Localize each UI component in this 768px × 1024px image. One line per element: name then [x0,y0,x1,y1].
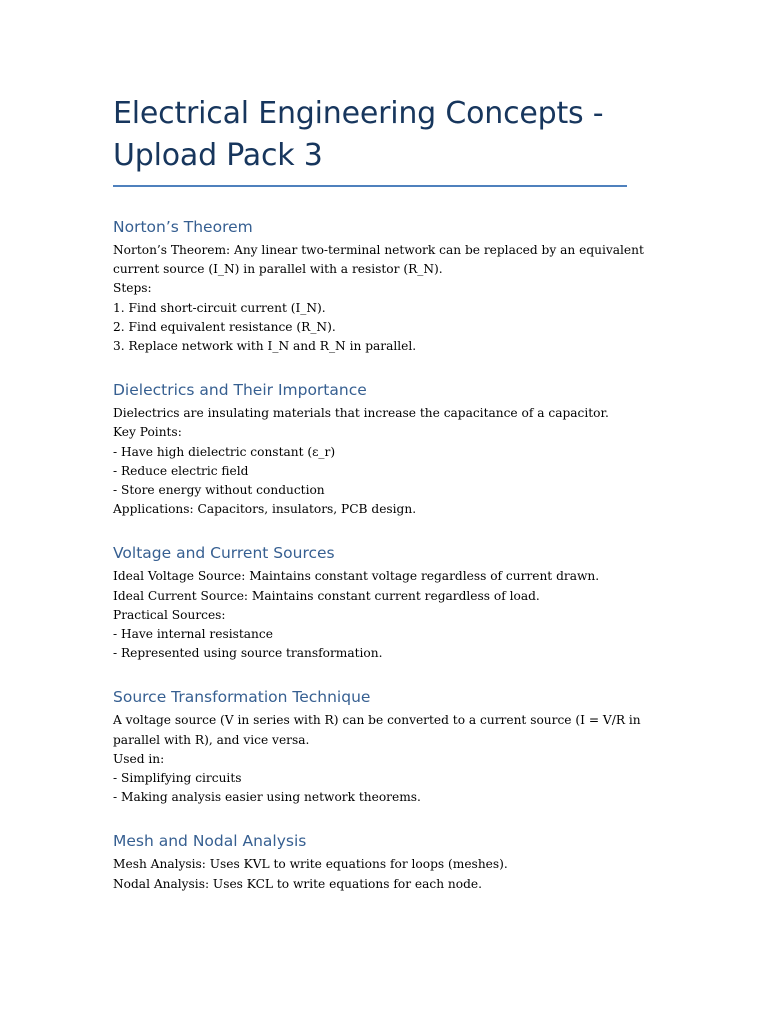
body-line: - Have internal resistance [113,627,273,642]
body-line: 1. Find short-circuit current (I_N). [113,300,326,315]
body-line: Norton’s Theorem: Any linear two-terminal network can be replaced by an equivalent [113,243,644,257]
body-line: Mesh Analysis: Uses KVL to write equations for loops (meshes). [113,857,508,872]
title-underline [113,185,627,187]
body-line: Dielectrics are insulating materials that increase the capacitance of a capacitor. [113,406,609,421]
body-line: - Store energy without conduction [113,483,325,498]
section-heading: Source Transformation Technique [113,688,371,707]
section-1 [113,217,644,356]
section-heading: Voltage and Current Sources [113,544,335,563]
document-title [113,93,628,177]
body-line: - Making analysis easier using network theorems. [113,790,421,805]
section-heading: Dielectrics and Their Importance [113,381,367,400]
body-line: 3. Replace network with I_N and R_N in parallel. [113,339,417,354]
body-line: - Have high dielectric constant (ε_r) [113,444,336,459]
body-line: Ideal Current Source: Maintains constant current regardless of load. [113,588,540,603]
document-title-line-1: Electrical Engineering Concepts - [113,96,604,131]
body-line: Key Points: [113,425,182,440]
body-line: parallel with R), and vice versa. [113,732,310,747]
body-line: A voltage source (V in series with R) can be converted to a current source (I = V/R in [113,713,641,728]
section-body [113,241,644,356]
section-5 [113,831,628,893]
body-line: - Reduce electric field [113,463,249,478]
section-body [113,711,641,807]
document-title-line-2: Upload Pack 3 [113,138,323,173]
body-line: - Represented using source transformation. [113,646,383,661]
section-body [113,567,628,663]
body-line: Ideal Voltage Source: Maintains constant voltage regardless of current drawn. [113,569,600,584]
body-line: Steps: [113,281,152,296]
section-heading: Mesh and Nodal Analysis [113,832,307,851]
section-heading: Norton’s Theorem [113,218,253,236]
section-body [113,404,628,519]
body-line: current source (I_N) in parallel with a resistor (R_N). [113,262,443,277]
document-page [113,93,644,894]
section-2 [113,380,628,519]
body-line: Nodal Analysis: Uses KCL to write equations for each node. [113,876,483,891]
body-line: 2. Find equivalent resistance (R_N). [113,319,336,334]
section-4 [113,687,641,807]
section-3 [113,543,628,663]
body-line: Practical Sources: [113,607,226,622]
body-line: - Simplifying circuits [113,771,242,786]
body-line: Applications: Capacitors, insulators, PCB design. [113,502,417,517]
section-body [113,855,628,893]
body-line: Used in: [113,751,165,766]
sections-container [113,217,644,894]
